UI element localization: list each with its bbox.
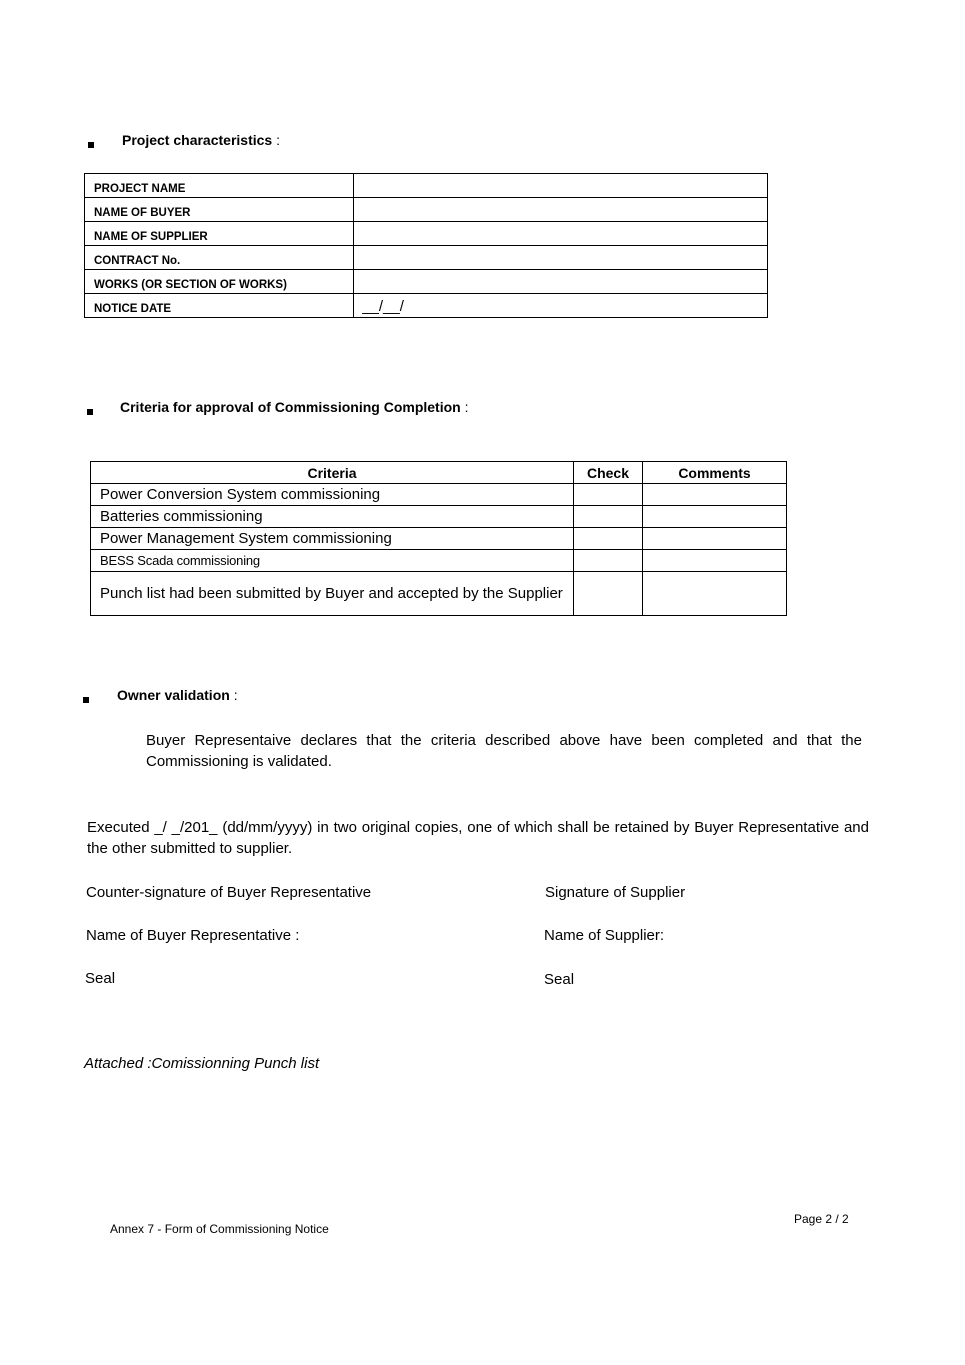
- comments-cell[interactable]: [643, 572, 787, 616]
- row-label: WORKS (OR SECTION OF WORKS): [85, 270, 354, 294]
- table-row: [91, 550, 787, 572]
- table-header-row: [91, 462, 787, 484]
- buyer-seal-label: Seal: [85, 970, 116, 987]
- column-header-check: Check: [574, 462, 643, 484]
- heading-text: Owner validation: [117, 687, 230, 703]
- check-cell[interactable]: [574, 506, 643, 528]
- table-row: [85, 246, 768, 270]
- criteria-table: [90, 461, 787, 616]
- criteria-cell: Batteries commissioning: [91, 506, 574, 528]
- criteria-cell: Power Management System commissioning: [91, 528, 574, 550]
- table-row: [85, 294, 768, 318]
- bullet-icon: [87, 409, 93, 415]
- column-header-comments: Comments: [643, 462, 787, 484]
- comments-cell[interactable]: [643, 528, 787, 550]
- row-label: NAME OF SUPPLIER: [85, 222, 354, 246]
- row-label: NOTICE DATE: [85, 294, 354, 318]
- buyer-name-label: Name of Buyer Representative :: [86, 927, 300, 944]
- table-row: [91, 484, 787, 506]
- owner-validation-heading: [117, 687, 238, 703]
- table-row: [85, 270, 768, 294]
- table-row: [91, 528, 787, 550]
- heading-colon: :: [464, 399, 469, 415]
- heading-colon: :: [233, 687, 238, 703]
- heading-text: Project characteristics: [122, 132, 273, 148]
- bullet-icon: [83, 697, 89, 703]
- page-number: Page 2 / 2: [794, 1212, 849, 1226]
- comments-cell[interactable]: [643, 550, 787, 572]
- project-characteristics-table: [84, 173, 768, 318]
- row-label: PROJECT NAME: [85, 174, 354, 198]
- criteria-cell: Power Conversion System commissioning: [91, 484, 574, 506]
- table-row: [85, 174, 768, 198]
- supplier-seal-label: Seal: [544, 971, 575, 988]
- row-value[interactable]: [354, 222, 768, 246]
- bullet-icon: [88, 142, 94, 148]
- project-characteristics-heading: [122, 132, 280, 148]
- table-row: [91, 572, 787, 616]
- table-row: [91, 506, 787, 528]
- buyer-countersignature-label: Counter-signature of Buyer Representative: [86, 884, 372, 901]
- criteria-cell: BESS Scada commissioning: [91, 550, 574, 572]
- check-cell[interactable]: [574, 484, 643, 506]
- heading-text: Criteria for approval of Commissioning Completion: [120, 399, 461, 415]
- criteria-cell: Punch list had been submitted by Buyer and accepted by the Supplier: [91, 572, 574, 616]
- annex-footer: Annex 7 - Form of Commissioning Notice: [110, 1222, 329, 1236]
- column-header-criteria: Criteria: [91, 462, 574, 484]
- executed-text: Executed _/ _/201_ (dd/mm/yyyy) in two original copies, one of which shall be retained by Buyer Representative and the other submitted to supplier.: [87, 819, 869, 857]
- row-value[interactable]: [354, 270, 768, 294]
- attached-note: Attached :Comissionning Punch list: [84, 1055, 320, 1072]
- row-value[interactable]: [354, 246, 768, 270]
- supplier-signature-label: Signature of Supplier: [545, 884, 686, 901]
- supplier-name-label: Name of Supplier:: [544, 927, 665, 944]
- comments-cell[interactable]: [643, 506, 787, 528]
- heading-colon: :: [276, 132, 280, 148]
- check-cell[interactable]: [574, 528, 643, 550]
- check-cell[interactable]: [574, 572, 643, 616]
- criteria-heading: [120, 399, 468, 415]
- row-value[interactable]: [354, 174, 768, 198]
- row-label: CONTRACT No.: [85, 246, 354, 270]
- row-value[interactable]: [354, 198, 768, 222]
- comments-cell[interactable]: [643, 484, 787, 506]
- declaration-text: Buyer Representaive declares that the criteria described above have been completed and that the Commissioning is validated.: [146, 732, 862, 770]
- notice-date-value[interactable]: __/__/: [354, 294, 768, 318]
- table-row: [85, 222, 768, 246]
- row-label: NAME OF BUYER: [85, 198, 354, 222]
- table-row: [85, 198, 768, 222]
- check-cell[interactable]: [574, 550, 643, 572]
